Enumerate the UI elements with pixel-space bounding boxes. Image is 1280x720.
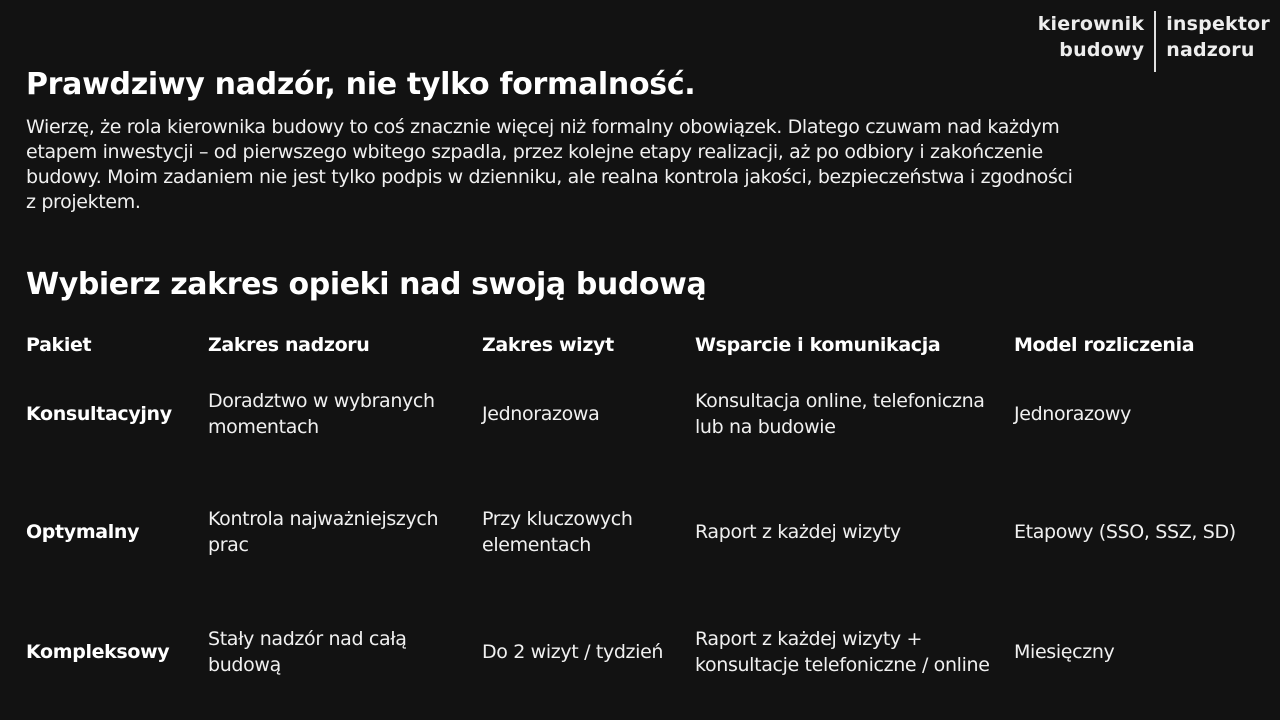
table-row [26,360,1276,468]
package-visits: Przy kluczowych elementach [482,508,633,556]
table-row [26,596,1276,708]
package-name: Kompleksowy [26,641,170,663]
package-scope: Kontrola najważniejszych prac [208,508,439,556]
table-header-row [26,330,1276,360]
package-billing: Miesięczny [1014,641,1115,663]
brand-left-line1: kierownik [1037,13,1145,35]
header-package: Pakiet [26,334,92,356]
package-support: Konsultacja online, telefoniczna lub na budowie [695,390,985,438]
brand-right [1156,11,1270,72]
package-support: Raport z każdej wizyty + konsultacje telefoniczne / online [695,628,990,676]
package-visits: Do 2 wizyt / tydzień [482,641,664,663]
package-name: Optymalny [26,521,140,543]
brand-right-line2: nadzoru [1166,39,1255,61]
package-scope: Stały nadzór nad całą budową [208,628,407,676]
packages-title: Wybierz zakres opieki nad swoją budową [26,267,707,302]
header-billing: Model rozliczenia [1014,334,1195,356]
package-scope: Doradztwo w wybranych momentach [208,390,435,438]
brand-right-line1: inspektor [1166,13,1270,35]
brand-logo[interactable] [1038,11,1270,72]
package-billing: Jednorazowy [1014,403,1132,425]
package-support: Raport z każdej wizyty [695,521,901,543]
hero-title: Prawdziwy nadzór, nie tylko formalność. [26,67,696,102]
header-support: Wsparcie i komunikacja [695,334,941,356]
package-name: Konsultacyjny [26,403,172,425]
brand-left-line2: budowy [1059,39,1145,61]
table-row [26,468,1276,596]
package-billing: Etapowy (SSO, SSZ, SD) [1014,521,1236,543]
brand-left [1038,11,1155,72]
header-scope: Zakres nadzoru [208,334,370,356]
package-visits: Jednorazowa [482,403,600,425]
packages-table [26,330,1276,708]
header-visits: Zakres wizyt [482,334,614,356]
hero-text: Wierzę, że rola kierownika budowy to coś znacznie więcej niż formalny obowiązek. Dlatego czuwam nad każdym etapem inwestycji – od pierwszego wbitego szpadla, przez kolejne etapy realizacji, aż po odbiory i zakończenie budowy. Moim zadaniem nie jest tylko podpis w dzienniku, ale realna kontrola jakości, bezpieczeństwa i zgodności z projektem. [26,116,1073,213]
